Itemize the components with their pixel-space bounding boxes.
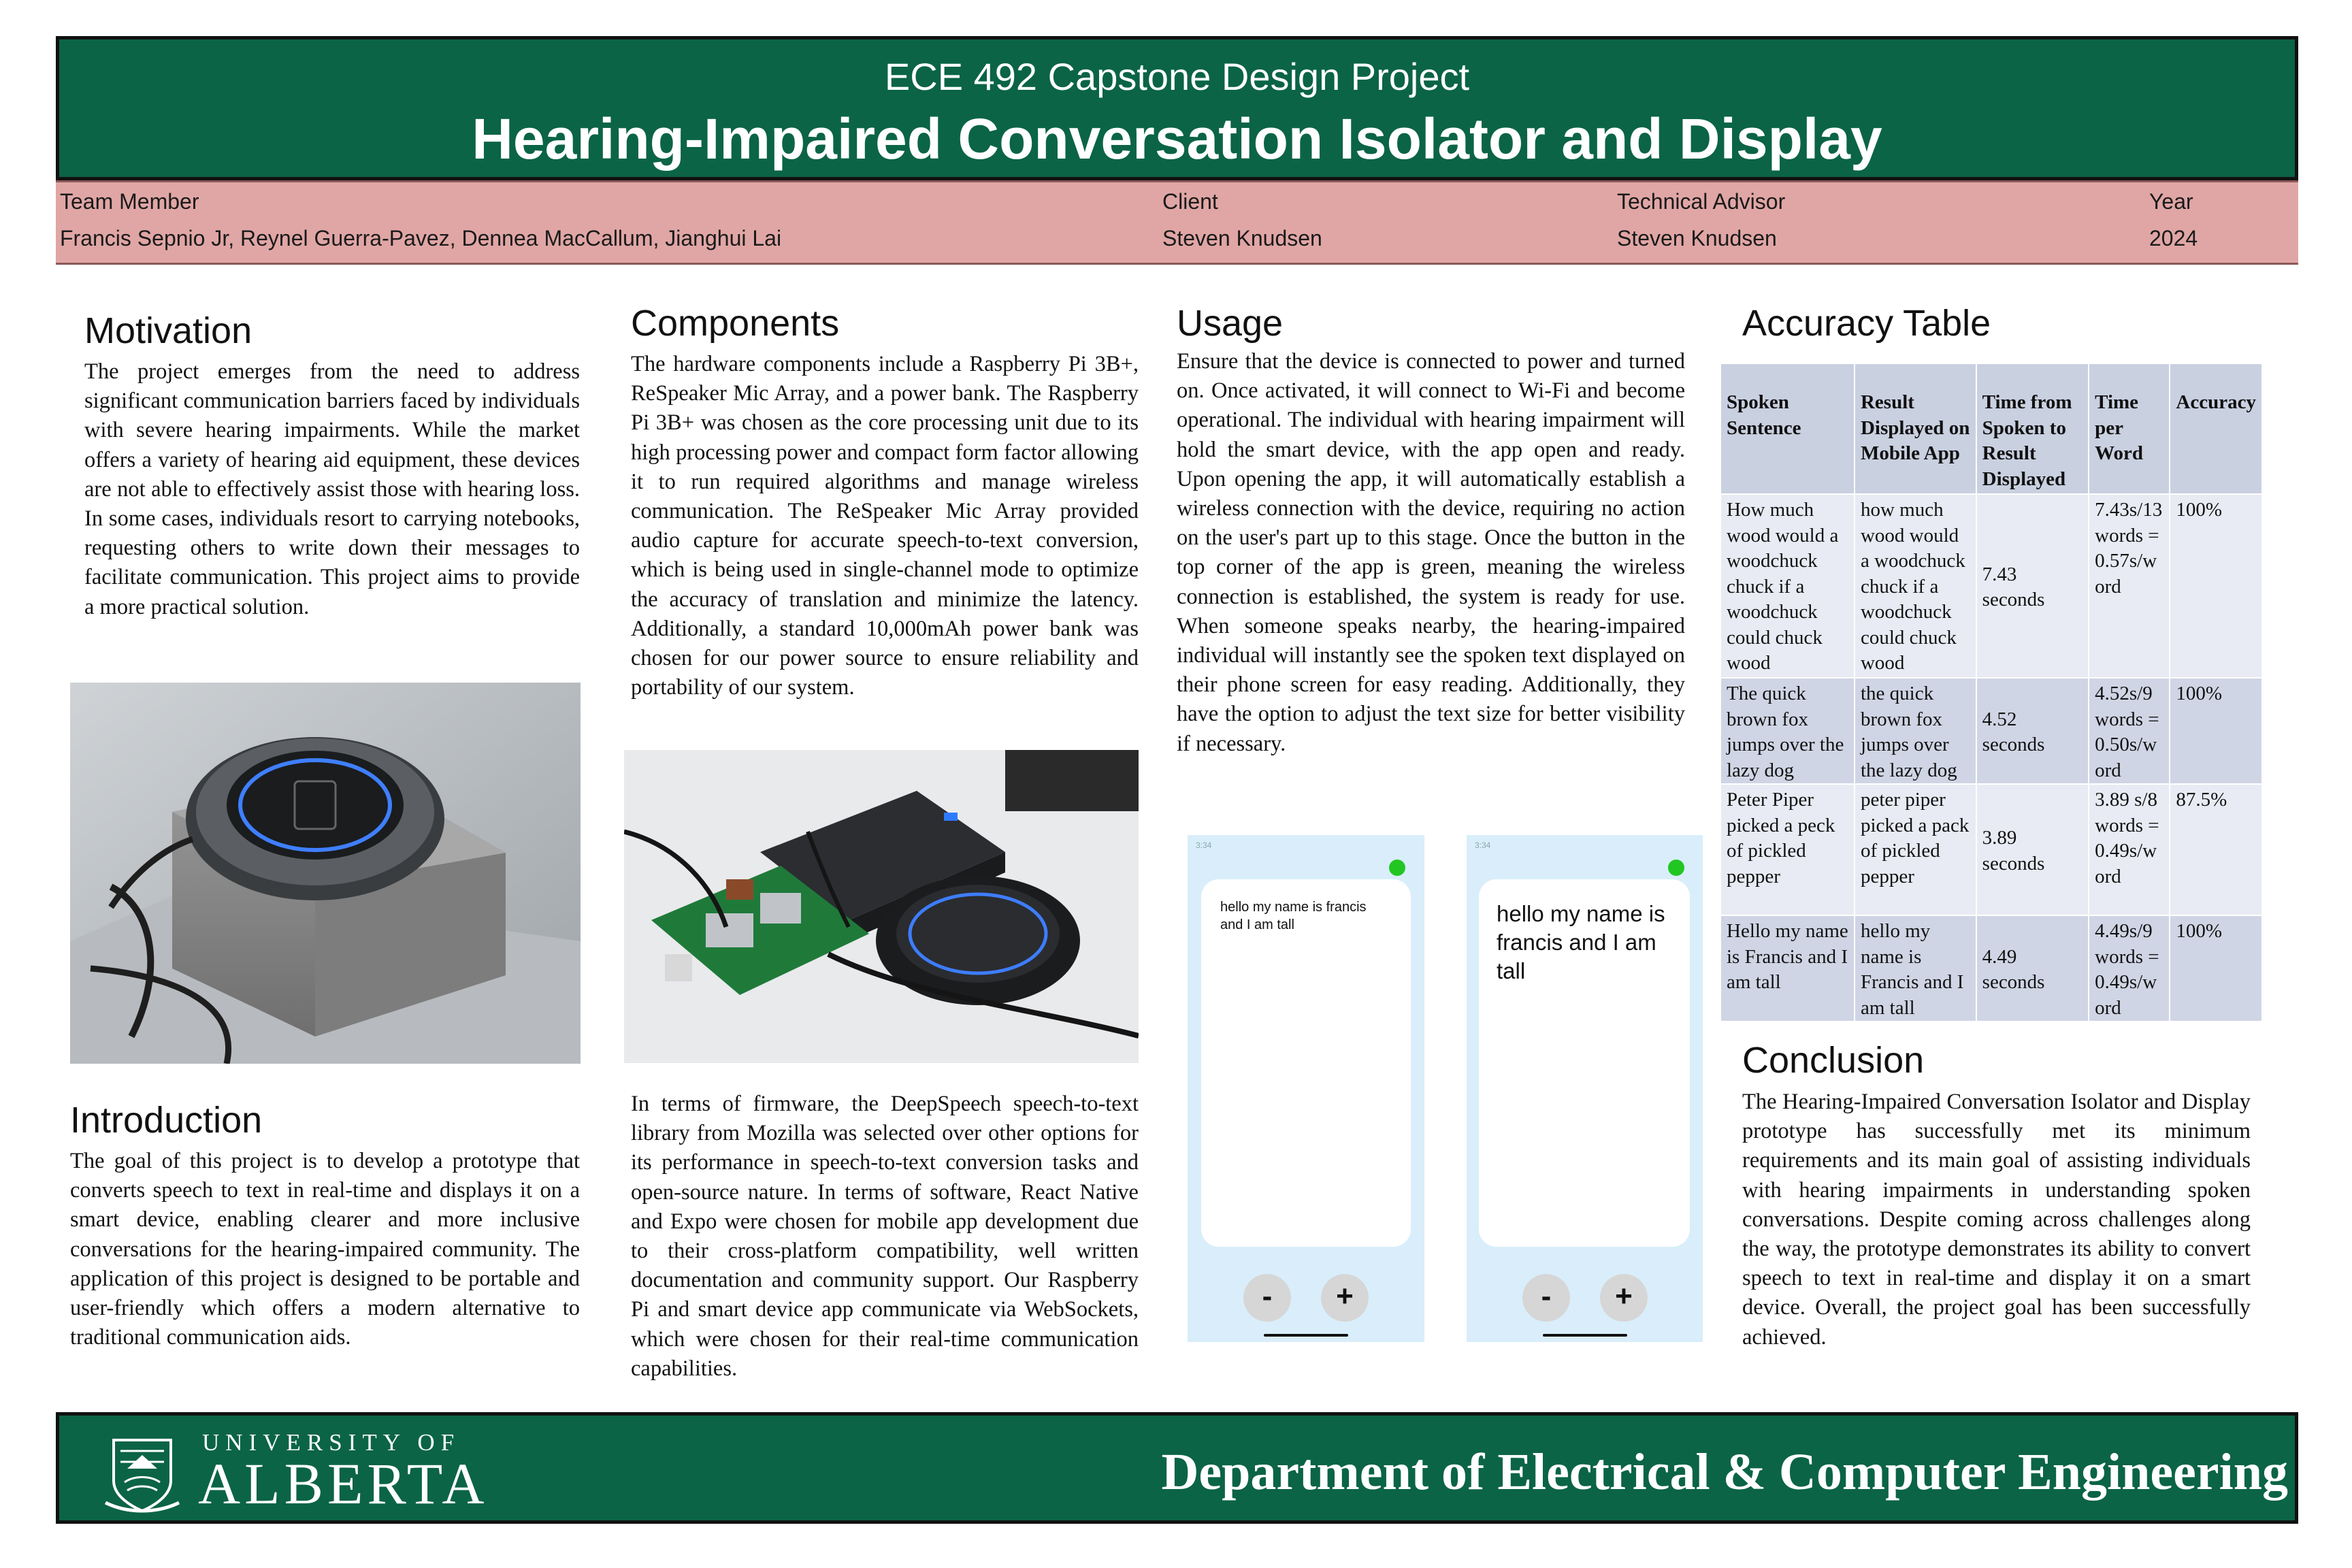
status-bar: 3:34 (1475, 840, 1491, 850)
column-header: Result Displayed on Mobile App (1855, 363, 1976, 494)
home-indicator (1543, 1334, 1627, 1337)
increase-text-size-button[interactable]: + (1321, 1274, 1369, 1322)
department-name: Department of Electrical & Computer Engineering (1161, 1443, 2288, 1501)
usage-text: Ensure that the device is connected to power and turned on. Once activated, it will connect to Wi-Fi and become operational. The individual with hearing impairment will hold the smart device, with the app open and ready. Upon opening the app, it will automatically establish a wireless connection with the device, requiring no action on the user's part up to this stage. Once the button in the top corner of the app is green, meaning the wireless connection is established, the system is ready for use. When someone speaks nearby, the hearing-impaired individual will instantly see the spoken text displayed on their phone screen for easy reading. Additionally, they have the option to adjust the text size for better visibility if necessary. (1177, 349, 1685, 756)
course-title: ECE 492 Capstone Design Project (884, 55, 1470, 98)
team-label: Team Member (60, 189, 199, 214)
phone-screenshot-small-text (1188, 835, 1424, 1342)
decrease-text-size-button[interactable]: - (1243, 1274, 1291, 1322)
client-value: Steven Knudsen (1162, 226, 1322, 250)
university-name: ALBERTA (198, 1451, 489, 1516)
column-header: Time per Word (2089, 363, 2170, 494)
table-cell: How much wood would a woodchuck chuck if a woodchuck could chuck wood (1720, 494, 1855, 678)
components-text-2: In terms of firmware, the DeepSpeech speech-to-text library from Mozilla was selected over other options for its performance in speech-to-text conversion tasks and open-source nature. In terms of software, React Native and Expo were chosen for mobile app development due to their cross-platform compatibility, well written documentation and community support. Our Raspberry Pi and smart device app communicate via WebSockets, which were chosen for their real-time communication capabilities. (631, 1092, 1139, 1381)
table-cell: 100% (2170, 678, 2262, 784)
table-cell: the quick brown fox jumps over the lazy dog (1855, 678, 1976, 784)
advisor-value: Steven Knudsen (1617, 226, 1777, 250)
table-row (1720, 678, 2262, 784)
table-cell: 4.49 seconds (1976, 915, 2089, 1022)
device-photo-illustration (70, 683, 581, 1064)
column-header: Spoken Sentence (1720, 363, 1855, 494)
phone-screenshot-large-text (1467, 835, 1703, 1342)
table-row (1720, 915, 2262, 1022)
university-label: UNIVERSITY OF (202, 1429, 461, 1456)
increase-text-size-button[interactable]: + (1600, 1274, 1648, 1322)
table-row (1720, 784, 2262, 915)
table-cell: The quick brown fox jumps over the lazy dog (1720, 678, 1855, 784)
decrease-text-size-button[interactable]: - (1522, 1274, 1570, 1322)
components-heading: Components (631, 303, 840, 344)
table-cell: how much wood would a woodchuck chuck if a woodchuck could chuck wood (1855, 494, 1976, 678)
table-cell: 4.49s/9 words = 0.49s/word (2089, 915, 2170, 1022)
introduction-heading: Introduction (70, 1100, 263, 1141)
table-cell: 3.89 s/8 words = 0.49s/word (2089, 784, 2170, 915)
device-photo (70, 683, 581, 1064)
poster-footer (56, 1412, 2298, 1524)
home-indicator (1264, 1334, 1348, 1337)
team-value: Francis Sepnio Jr, Reynel Guerra-Pavez, Dennea MacCallum, Jianghui Lai (60, 226, 782, 250)
table-cell: 4.52 seconds (1976, 678, 2089, 784)
components-text-1: The hardware components include a Raspberry Pi 3B+, ReSpeaker Mic Array, and a power bank. The Raspberry Pi 3B+ was chosen as the core processing unit due to its high processing power and compact form factor allowing it to run required algorithms and manage wireless communication. The ReSpeaker Mic Array provided audio capture for accurate speech-to-text conversion, which is being used in single-channel mode to optimize the accuracy of translation and minimize the latency. Additionally, a standard 10,000mAh power bank was chosen for our power source to ensure reliability and portability of our system. (631, 352, 1139, 700)
hardware-photo (624, 750, 1139, 1063)
transcript-text: hello my name is francis and I am tall (1220, 900, 1367, 932)
connection-status-icon[interactable] (1389, 860, 1405, 876)
transcript-card (1479, 879, 1690, 1247)
conclusion-text: The Hearing-Impaired Conversation Isolator and Display prototype has successfully met its minimum requirements and its main goal of assisting individuals with hearing impairments in understanding spoken conversations. Despite coming across challenges along the way, the prototype demonstrates its ability to convert speech to text in real-time and display it on a smart device. Overall, the project goal has been successfully achieved. (1742, 1090, 2251, 1350)
table-cell: 4.52s/9 words = 0.50s/word (2089, 678, 2170, 784)
motivation-text: The project emerges from the need to address significant communication barriers faced by individuals with severe hearing impairments. While the market offers a variety of hearing aid equipment, these devices are not able to effectively assist those with hearing loss. In some cases, individuals resort to carrying notebooks, requesting others to write down their messages to facilitate communication. This project aims to provide a more practical solution. (84, 359, 580, 619)
table-cell: Peter Piper picked a peck of pickled pepper (1720, 784, 1855, 915)
usage-heading: Usage (1177, 303, 1284, 344)
transcript-card (1201, 879, 1411, 1247)
table-header-row (1720, 363, 2262, 494)
table-cell: Hello my name is Francis and I am tall (1720, 915, 1855, 1022)
table-cell: 100% (2170, 494, 2262, 678)
introduction-text: The goal of this project is to develop a prototype that converts speech to text in real-time and displays it on a smart device, enabling clearer and more inclusive conversations for the hearing-impaired community. The application of this project is designed to be portable and user-friendly which offers a modern alternative to traditional communication aids. (70, 1149, 580, 1350)
project-info-band (56, 180, 2298, 265)
hardware-photo-illustration (624, 750, 1139, 1063)
table-cell: 7.43s/13 words = 0.57s/word (2089, 494, 2170, 678)
table-cell: hello my name is Francis and I am tall (1855, 915, 1976, 1022)
connection-status-icon[interactable] (1668, 860, 1684, 876)
accuracy-heading: Accuracy Table (1742, 303, 1991, 344)
column-header: Time from Spoken to Result Displayed (1976, 363, 2089, 494)
status-bar: 3:34 (1196, 840, 1212, 850)
table-row (1720, 494, 2262, 678)
transcript-text: hello my name is francis and I am tall (1497, 901, 1665, 983)
conclusion-heading: Conclusion (1742, 1040, 1925, 1081)
table-cell: 7.43 seconds (1976, 494, 2089, 678)
year-value: 2024 (2149, 226, 2198, 250)
column-header: Accuracy (2170, 363, 2262, 494)
poster-header (56, 36, 2298, 180)
motivation-heading: Motivation (84, 310, 252, 351)
poster-title: Hearing-Impaired Conversation Isolator and Display (472, 107, 1882, 171)
table-cell: 100% (2170, 915, 2262, 1022)
client-label: Client (1162, 189, 1218, 214)
year-label: Year (2149, 189, 2193, 214)
table-cell: 87.5% (2170, 784, 2262, 915)
university-crest-icon (100, 1424, 184, 1515)
advisor-label: Technical Advisor (1617, 189, 1786, 214)
table-cell: peter piper picked a pack of pickled pepper (1855, 784, 1976, 915)
accuracy-table (1720, 363, 2263, 1022)
table-cell: 3.89 seconds (1976, 784, 2089, 915)
